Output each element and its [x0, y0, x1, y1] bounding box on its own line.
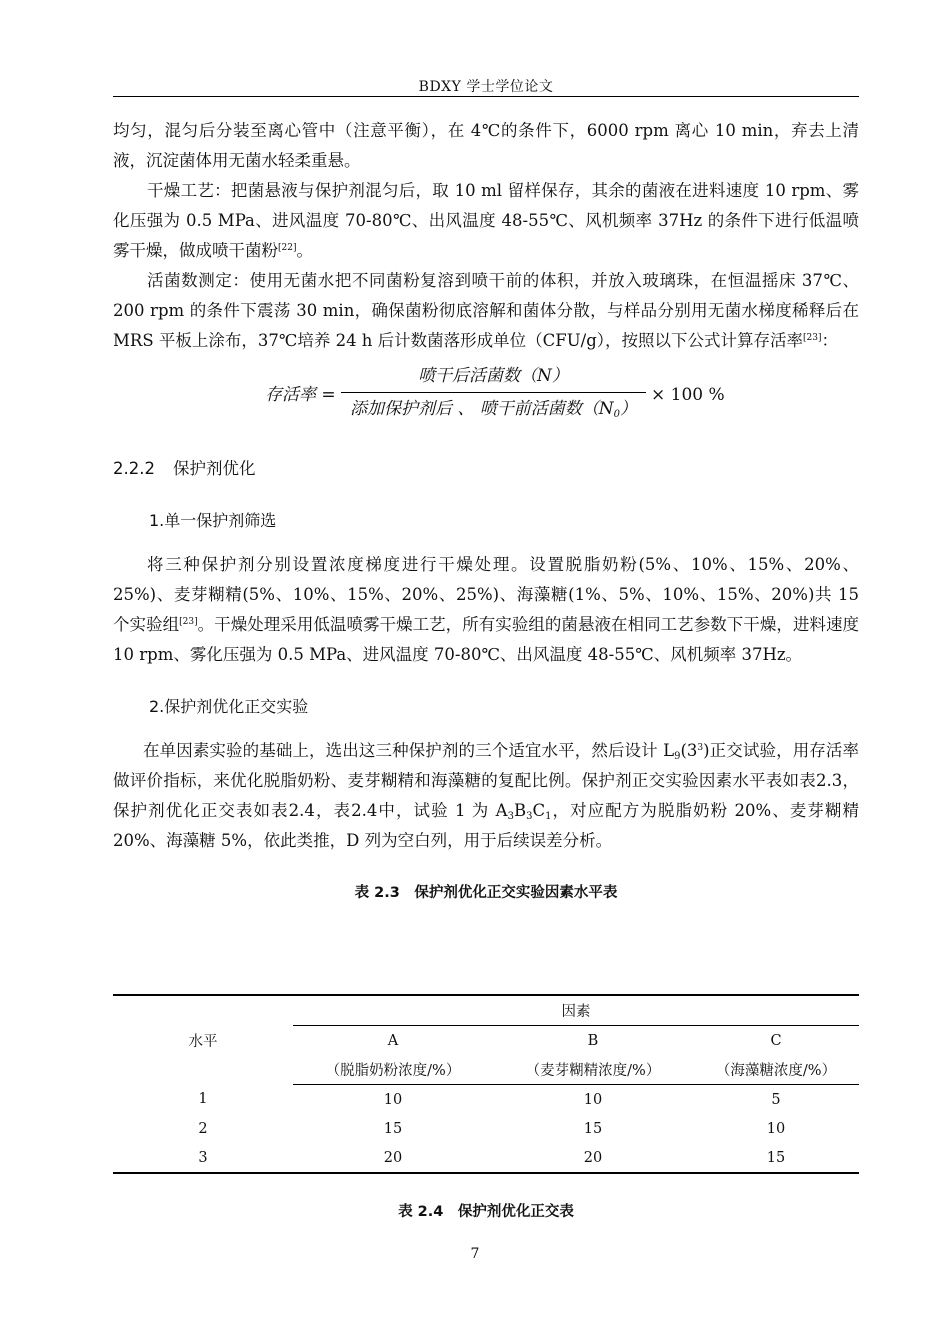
formula-denominator: 添加保护剂后 、 喷干前活菌数$(N_0)$ [349, 399, 638, 420]
survival-rate-formula [113, 362, 859, 426]
page-number: 7 [470, 1246, 480, 1262]
formula-fraction [341, 362, 646, 423]
factor-c: C [770, 1032, 782, 1049]
paragraph-single-screening: 将三种保护剂分别设置浓度梯度进行干燥处理。设置脱脂奶粉(5%、10%、15%、20%、25%)、麦芽糊精(5%、10%、15%、20%、25%)、海藻糖(1%、5%、10%、15%、20%)共 15 个实验组[23]。干燥处理采用低温喷雾干燥工艺，所有实验组的菌悬液在相同工艺参数下干燥，进料速度 10 rpm、雾化压强为 0.5 MPa、进风温度 70-80℃、出风温度 48-55℃、风机频率 37Hz。 [113, 555, 860, 664]
factor-a: A [387, 1032, 399, 1049]
formula-numerator: 喷干后活菌数（N） [418, 366, 569, 386]
paragraph-drying-process: 干燥工艺：把菌悬液与保护剂混匀后，取 10 ml 留样保存，其余的菌液在进料速度 10 rpm、雾化压强为 0.5 MPa、进风温度 70-80℃、出风温度 48-55℃、风机频率 37Hz 的条件下进行低温喷雾干燥，做成喷干菌粉[22]。 [113, 181, 859, 260]
factor-level-table [113, 994, 859, 1174]
table-2-4-caption: 表 2.4 保护剂优化正交表 [398, 1204, 574, 1220]
paragraph-viable-count: 活菌数测定：使用无菌水把不同菌粉复溶到喷干前的体积，并放入玻璃珠，在恒温摇床 37℃、200 rpm 的条件下震荡 30 min，确保菌粉彻底溶解和菌体分散，与样品分别用无菌水梯度稀释后在 MRS 平板上涂布，37℃培养 24 h 后计数菌落形成单位（CFU/g），按照以下公式计算存活率[23]： [113, 271, 859, 350]
factor-c-unit: （海藻糖浓度/%） [693, 1055, 859, 1085]
table-row: 1 10 10 5 [198, 1091, 781, 1108]
running-header: BDXY 学士学位论文 [418, 79, 554, 95]
formula-lhs: 存活率 = [265, 385, 336, 405]
table-2-3-caption: 表 2.3 保护剂优化正交实验因素水平表 [354, 885, 618, 901]
citation[interactable]: [23] [803, 333, 822, 343]
subsection-orthogonal-experiment: 2.保护剂优化正交实验 [149, 697, 309, 716]
section-heading-2-2-2: 2.2.2 保护剂优化 [113, 459, 256, 478]
factor-a-unit: （脱脂奶粉浓度/%） [293, 1055, 493, 1085]
table-row: 2 15 15 10 [198, 1120, 786, 1137]
body-text [113, 116, 859, 908]
level-header: 水平 [188, 1033, 218, 1050]
factor-header: 因素 [293, 995, 859, 1026]
factor-b-unit: （麦芽糊精浓度/%） [493, 1055, 693, 1085]
subsection-single-protectant: 1.单一保护剂筛选 [149, 511, 277, 530]
paragraph-centrifuge: 均匀，混匀后分装至离心管中（注意平衡），在 4℃的条件下，6000 rpm 离心 10 min，弃去上清液，沉淀菌体用无菌水轻柔重悬。 [113, 121, 859, 170]
citation[interactable]: [23] [179, 617, 198, 627]
table-row: 3 20 20 15 [113, 1143, 859, 1173]
citation[interactable]: [22] [278, 243, 297, 253]
factor-b: B [587, 1032, 599, 1049]
fraction-bar [341, 392, 646, 393]
formula-multiplier: × 100 % [651, 385, 725, 405]
paragraph-orthogonal-design: 在单因素实验的基础上，选出这三种保护剂的三个适宜水平，然后设计 $L_9(3^3)$正交试验，用存活率做评价指标，来优化脱脂奶粉、麦芽糊精和海藻糖的复配比例。保护剂正交实验因素水平表如表2.3，保护剂优化正交表如表2.4，表2.4中，试验 1 为 $A_3B_3C_1$，对应配方为脱脂奶粉 20%、麦芽糊精 20%、海藻糖 5%，依此类推，D 列为空白列，用于后续误差分析。 [113, 741, 860, 850]
header-rule [113, 96, 859, 97]
